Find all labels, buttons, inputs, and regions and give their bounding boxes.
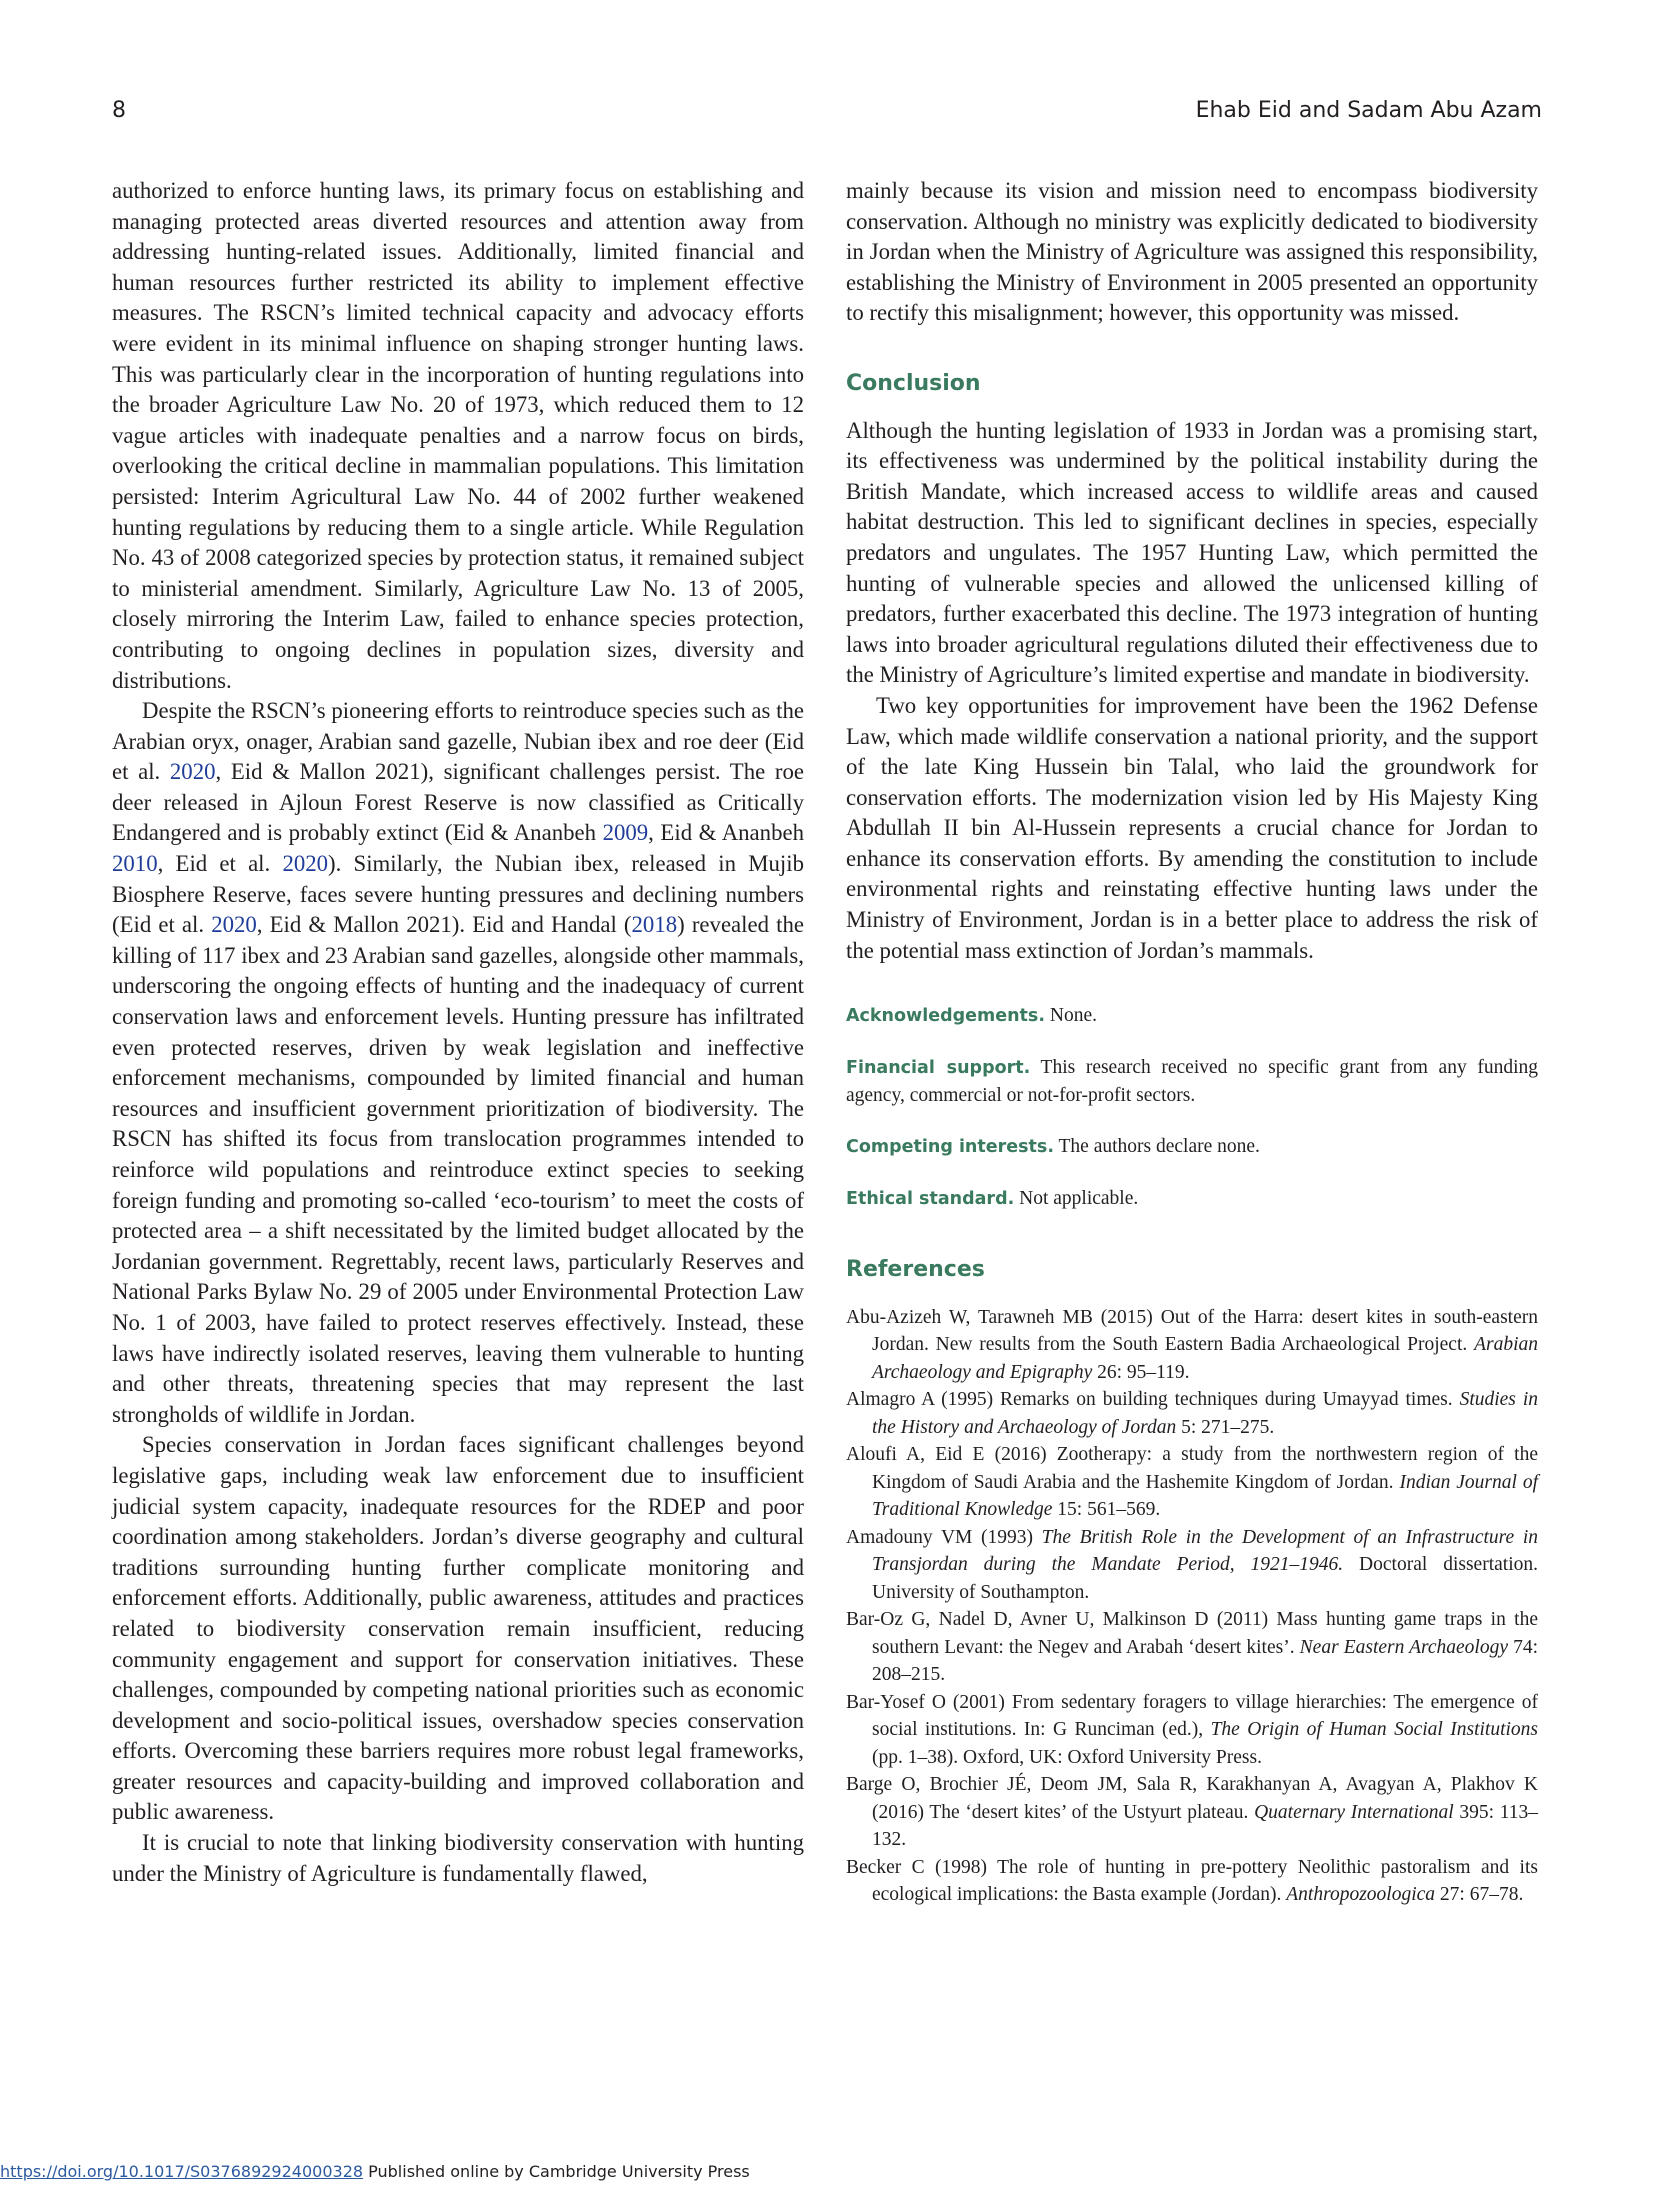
financial-support-text: This research received no specific grant from any funding agency, commercial or not-for-profit sectors. — [846, 1057, 1538, 1107]
reference-text: Almagro A (1995) Remarks on building techniques during Umayyad times. — [846, 1389, 1460, 1411]
running-head-authors: Ehab Eid and Sadam Abu Azam — [1195, 98, 1542, 123]
reference-item — [846, 1854, 1538, 1909]
reference-text: 74: 208–215. — [872, 1636, 1538, 1686]
reference-text: Bar-Oz G, Nadel D, Avner U, Malkinson D (2011) Mass hunting game traps in the southern Levant: the Negev and Arabah ‘desert kites’. — [846, 1609, 1538, 1658]
acknowledgements — [846, 1002, 1538, 1030]
reference-text: 27: 67–78. — [1435, 1884, 1524, 1906]
right-column — [846, 176, 1538, 1909]
reference-journal: The British Role in the Development of an Infrastructure in Transjordan during the Mandate Period, 1921–1946. — [872, 1526, 1538, 1576]
paragraph-text: Despite the RSCN’s pioneering efforts to reintroduce species such as the Arabian oryx, onager, Arabian sand gazelle, Nubian ibex and roe deer (Eid et al. — [112, 698, 804, 785]
reference-journal: Quaternary International — [1254, 1801, 1454, 1823]
body-paragraph: It is crucial to note that linking biodiversity conservation with hunting under the Ministry of Agriculture is fundamentally flawed, — [112, 1830, 804, 1886]
reference-list — [846, 1304, 1538, 1909]
ethical-standard-label: Ethical standard. — [846, 1189, 1015, 1210]
doi-link[interactable]: https://doi.org/10.1017/S0376892924000328 — [0, 2162, 364, 2181]
conclusion-paragraph: Although the hunting legislation of 1933 in Jordan was a promising start, its effectiveness was undermined by the political instability during the British Mandate, which increased access to wildlife areas and caused habitat destruction. This led to significant declines in species, especially predators and ungulates. The 1957 Hunting Law, which permitted the hunting of vulnerable species and allowed the unlicensed killing of predators, further exacerbated this decline. The 1973 integration of hunting laws into broader agricultural regulations diluted their effectiveness due to the Ministry of Agriculture’s limited expertise and mandate in biodiversity. — [846, 417, 1538, 688]
reference-text: Becker C (1998) The role of hunting in pre-pottery Neolithic pastoralism and its ecological implications: the Basta example (Jordan). — [846, 1856, 1538, 1906]
reference-text: 395: 113–132. — [872, 1801, 1538, 1851]
paragraph-text: , Eid et al. — [157, 851, 283, 877]
financial-support-label: Financial support. — [846, 1058, 1031, 1079]
body-paragraph: mainly because its vision and mission need to encompass biodiversity conservation. Although no ministry was explicitly dedicated to biodiversity in Jordan when the Ministry of Agriculture was assigned this responsibility, establishing the Ministry of Environment in 2005 presented an opportunity to rectify this misalignment; however, this opportunity was missed. — [846, 178, 1538, 326]
citation-link[interactable]: 2020 — [169, 759, 216, 785]
reference-text: Abu-Azizeh W, Tarawneh MB (2015) Out of the Harra: desert kites in south-eastern Jordan. New results from the South Eastern Badia Archaeological Project. — [846, 1306, 1538, 1356]
reference-text: Barge O, Brochier JÉ, Deom JM, Sala R, Karakhanyan A, Avagyan A, Plakhov K (2016) The ‘desert kites’ of the Ustyurt plateau. — [846, 1774, 1538, 1823]
paragraph-text: ) revealed the killing of 117 ibex and 23 Arabian sand gazelles, alongside other mammals, underscoring the ongoing effects of hunting and the inadequacy of current conservation laws and enforcement levels. Hunting pressure has infiltrated even protected reserves, driven by weak legislation and ineffective enforcement mechanisms, compounded by limited financial and human resources and insufficient government prioritization of biodiversity. The RSCN has shifted its focus from translocation programmes intended to reinforce wild populations and reintroduce extinct species to seeking foreign funding and promoting so-called ‘eco-tourism’ to meet the costs of protected area – a shift necessitated by the limited budget allocated by the Jordanian government. Regrettably, recent laws, particularly Reserves and National Parks Bylaw No. 29 of 2005 under Environmental Protection Law No. 1 of 2003, have failed to protect reserves effectively. Instead, these laws have indirectly isolated reserves, leaving them vulnerable to hunting and other threats, threatening species that may represent the last strongholds of wildlife in Jordan. — [112, 912, 804, 1427]
body-paragraph: Species conservation in Jordan faces significant challenges beyond legislative gaps, including weak law enforcement due to insufficient judicial system capacity, inadequate resources for the RDEP and poor coordination among stakeholders. Jordan’s diverse geography and cultural traditions surrounding hunting further complicate monitoring and enforcement efforts. Additionally, public awareness, attitudes and practices related to biodiversity conservation remain insufficient, reducing community engagement and support for conservation initiatives. These challenges, compounded by competing national priorities such as economic development and socio-political issues, overshadow species conservation efforts. Overcoming these barriers requires more robust legal frameworks, greater resources and capacity-building and improved collaboration and public awareness. — [112, 1432, 804, 1825]
reference-text: Aloufi A, Eid E (2016) Zootherapy: a study from the northwestern region of the Kingdom of Saudi Arabia and the Hashemite Kingdom of Jordan. — [846, 1444, 1538, 1493]
reference-item — [846, 1441, 1538, 1524]
reference-text: (pp. 1–38). Oxford, UK: Oxford University Press. — [872, 1746, 1262, 1768]
reference-item — [846, 1386, 1538, 1441]
reference-text: 26: 95–119. — [1092, 1361, 1190, 1383]
citation-link[interactable]: 2010 — [112, 851, 158, 877]
left-column — [112, 176, 804, 1889]
paragraph-text: , Eid & Mallon 2021). Eid and Handal ( — [256, 912, 632, 938]
published-online-text: Published online by Cambridge University Press — [368, 2162, 750, 2181]
paragraph-text: ). Similarly, the Nubian ibex, released in Mujib Biosphere Reserve, faces severe hunting pressures and declining numbers (Eid et al. — [112, 851, 804, 938]
reference-text: Doctoral dissertation. University of Southampton. — [872, 1554, 1538, 1603]
competing-interests — [846, 1133, 1538, 1161]
body-paragraph — [112, 696, 804, 1430]
paragraph-text: , Eid & Mallon 2021), significant challenges persist. The roe deer released in Ajloun Forest Reserve is now classified as Critically Endangered and is probably extinct (Eid & Ananbeh — [112, 759, 804, 846]
paragraph-text: , Eid & Ananbeh — [648, 820, 804, 846]
competing-interests-text: The authors declare none. — [1058, 1136, 1260, 1158]
reference-item — [846, 1771, 1538, 1854]
citation-link[interactable]: 2020 — [211, 912, 257, 938]
reference-item — [846, 1524, 1538, 1607]
reference-item — [846, 1606, 1538, 1689]
reference-item — [846, 1304, 1538, 1387]
body-paragraph: authorized to enforce hunting laws, its primary focus on establishing and managing protected areas diverted resources and attention away from addressing hunting-related issues. Additionally, limited financial and human resources further restricted its ability to implement effective measures. The RSCN’s limited technical capacity and advocacy efforts were evident in its minimal influence on shaping stronger hunting laws. This was particularly clear in the incorporation of hunting regulations into the broader Agriculture Law No. 20 of 1973, which reduced them to 12 vague articles with inadequate penalties and a narrow focus on birds, overlooking the critical decline in mammalian populations. This limitation persisted: Interim Agricultural Law No. 44 of 2002 further weakened hunting regulations by reducing them to a single article. While Regulation No. 43 of 2008 categorized species by protection status, it remained subject to ministerial amendment. Similarly, Agriculture Law No. 13 of 2005, closely mirroring the Interim Law, failed to enhance species protection, contributing to ongoing declines in population sizes, diversity and distributions. — [112, 178, 804, 693]
reference-text: 15: 561–569. — [1052, 1499, 1161, 1521]
running-head — [112, 98, 1542, 130]
references-heading: References — [846, 1257, 985, 1283]
reference-journal: Indian Journal of Traditional Knowledge — [872, 1471, 1538, 1521]
reference-journal: Studies in the History and Archaeology of Jordan — [872, 1389, 1538, 1438]
acknowledgements-label: Acknowledgements. — [846, 1006, 1045, 1027]
citation-link[interactable]: 2018 — [631, 912, 678, 938]
conclusion-paragraph: Two key opportunities for improvement have been the 1962 Defense Law, which made wildlife conservation a national priority, and the support of the late King Hussein bin Talal, who laid the groundwork for conservation efforts. The modernization vision led by His Majesty King Abdullah II bin Al-Hussein represents a crucial chance for Jordan to enhance its conservation efforts. By amending the constitution to include environmental rights and reinstating effective hunting laws under the Ministry of Environment, Jordan is in a better place to address the risk of the potential mass extinction of Jordan’s mammals. — [846, 692, 1538, 963]
reference-item — [846, 1689, 1538, 1772]
reference-journal: The Origin of Human Social Institutions — [1210, 1719, 1538, 1741]
reference-text: Amadouny VM (1993) — [846, 1526, 1042, 1548]
conclusion-heading: Conclusion — [846, 370, 981, 396]
citation-link[interactable]: 2009 — [602, 820, 649, 846]
reference-journal: Arabian Archaeology and Epigraphy — [872, 1334, 1538, 1383]
reference-text: Bar-Yosef O (2001) From sedentary foragers to village hierarchies: The emergence of social institutions. In: G Runciman (ed.), — [846, 1691, 1538, 1741]
page-number: 8 — [112, 98, 126, 123]
reference-text: 5: 271–275. — [1176, 1416, 1275, 1438]
reference-journal: Near Eastern Archaeology — [1299, 1636, 1509, 1658]
acknowledgements-text: None. — [1049, 1005, 1097, 1027]
footer — [0, 2162, 750, 2181]
reference-journal: Anthropozoologica — [1286, 1884, 1436, 1906]
citation-link[interactable]: 2020 — [282, 851, 329, 877]
ethical-standard — [846, 1185, 1538, 1213]
ethical-standard-text: Not applicable. — [1019, 1188, 1139, 1210]
competing-interests-label: Competing interests. — [846, 1137, 1054, 1158]
financial-support — [846, 1054, 1538, 1109]
